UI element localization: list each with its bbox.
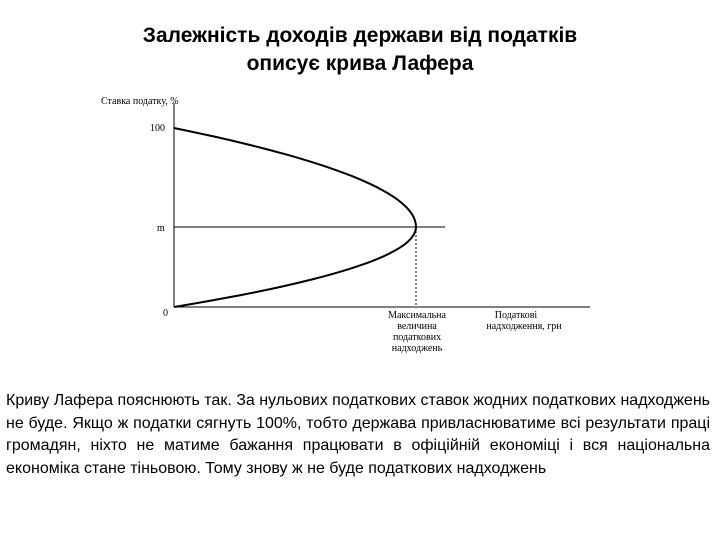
explanation-paragraph: Криву Лафера пояснюють так. За нульових податкових ставок жодних податкових надходжень не буде. Якщо ж податки сягнуть 100%, тобто держава привласнюватиме всі результати праці громадян, ніхто не матиме бажання працювати в офіційній економіці і вся національна економіка стане тіньовою. Тому знову ж не буде податкових надходжень — [6, 392, 710, 477]
y-axis-label: Ставка податку, % — [101, 96, 179, 107]
x-axis-label-line-1: Податкові — [494, 310, 538, 321]
max-label-line-1: Максимальна — [388, 310, 446, 321]
y-tick-label-m: m — [157, 223, 165, 234]
max-label-line-3: податкових — [392, 332, 442, 343]
y-tick-label-0: 0 — [163, 308, 168, 319]
laffer-curve — [174, 128, 416, 307]
slide-title-line-2: описує крива Лафера — [246, 52, 474, 75]
x-axis-label-line-2: надходження, грн — [486, 321, 562, 332]
max-label-line-2: величина — [397, 321, 437, 332]
y-tick-label-100: 100 — [150, 123, 165, 134]
slide-title-line-1: Залежність доходів держави від податків — [142, 24, 578, 47]
max-label-line-4: надходжень — [391, 343, 443, 354]
